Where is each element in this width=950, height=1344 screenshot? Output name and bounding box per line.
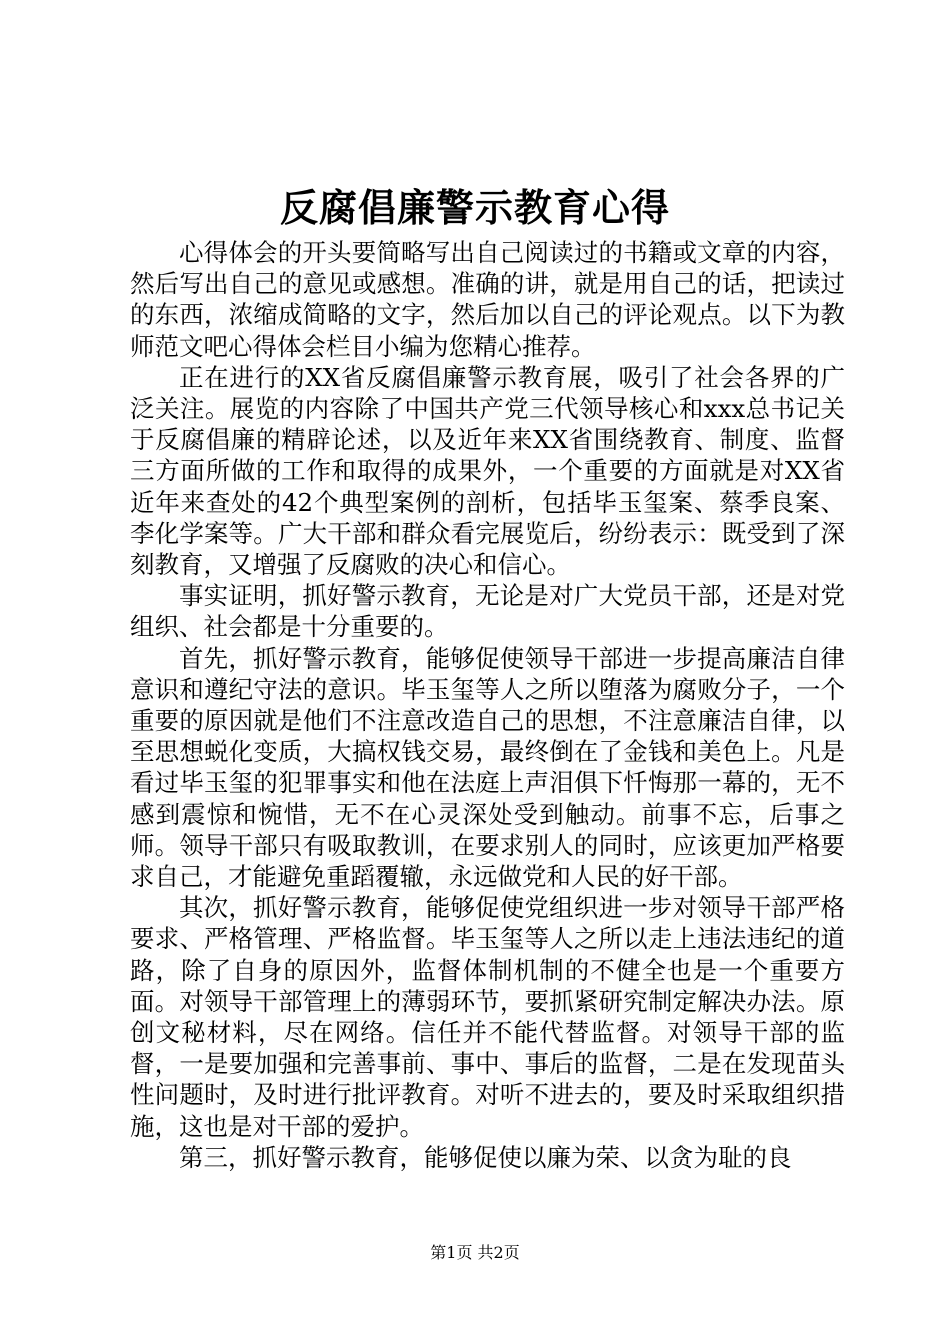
- paragraph: 首先，抓好警示教育，能够促使领导干部进一步提高廉洁自律意识和遵纪守法的意识。毕玉玺等人之所以堕落为腐败分子，一个重要的原因就是他们不注意改造自己的思想，不注意廉洁自律，以至思想蜕化变质，大搞权钱交易，最终倒在了金钱和美色上。凡是看过毕玉玺的犯罪事实和他在法庭上声泪俱下忏悔那一幕的，无不感到震惊和惋惜，无不在心灵深处受到触动。前事不忘，后事之师。领导干部只有吸取教训，在要求别人的同时，应该更加严格要求自己，才能避免重蹈覆辙，永远做党和人民的好干部。: [130, 643, 845, 892]
- paragraph: 正在进行的XX省反腐倡廉警示教育展，吸引了社会各界的广泛关注。展览的内容除了中国共产党三代领导核心和xxx总书记关于反腐倡廉的精辟论述，以及近年来XX省围绕教育、制度、监督三方面所做的工作和取得的成果外，一个重要的方面就是对XX省近年来查处的42个典型案例的剖析，包括毕玉玺案、蔡季良案、李化学案等。广大干部和群众看完展览后，纷纷表示：既受到了深刻教育，又增强了反腐败的决心和信心。: [130, 362, 845, 580]
- document-title: 反腐倡廉警示教育心得: [279, 185, 670, 230]
- paragraph: 事实证明，抓好警示教育，无论是对广大党员干部，还是对党组织、社会都是十分重要的。: [130, 581, 845, 642]
- document-body: [130, 237, 845, 1173]
- page-number-footer: 第1页 共2页: [430, 1243, 520, 1262]
- paragraph: 其次，抓好警示教育，能够促使党组织进一步对领导干部严格要求、严格管理、严格监督。毕玉玺等人之所以走上违法违纪的道路，除了自身的原因外，监督体制机制的不健全也是一个重要方面。对领导干部管理上的薄弱环节，要抓紧研究制定解决办法。原创文秘材料，尽在网络。信任并不能代替监督。对领导干部的监督，一是要加强和完善事前、事中、事后的监督，二是在发现苗头性问题时，及时进行批评教育。对听不进去的，要及时采取组织措施，这也是对干部的爱护。: [130, 893, 845, 1141]
- paragraph: 心得体会的开头要简略写出自己阅读过的书籍或文章的内容，然后写出自己的意见或感想。准确的讲，就是用自己的话，把读过的东西，浓缩成简略的文字，然后加以自己的评论观点。以下为教师范文吧心得体会栏目小编为您精心推荐。: [130, 238, 845, 361]
- paragraph: 第三，抓好警示教育，能够促使以廉为荣、以贪为耻的良: [179, 1142, 792, 1172]
